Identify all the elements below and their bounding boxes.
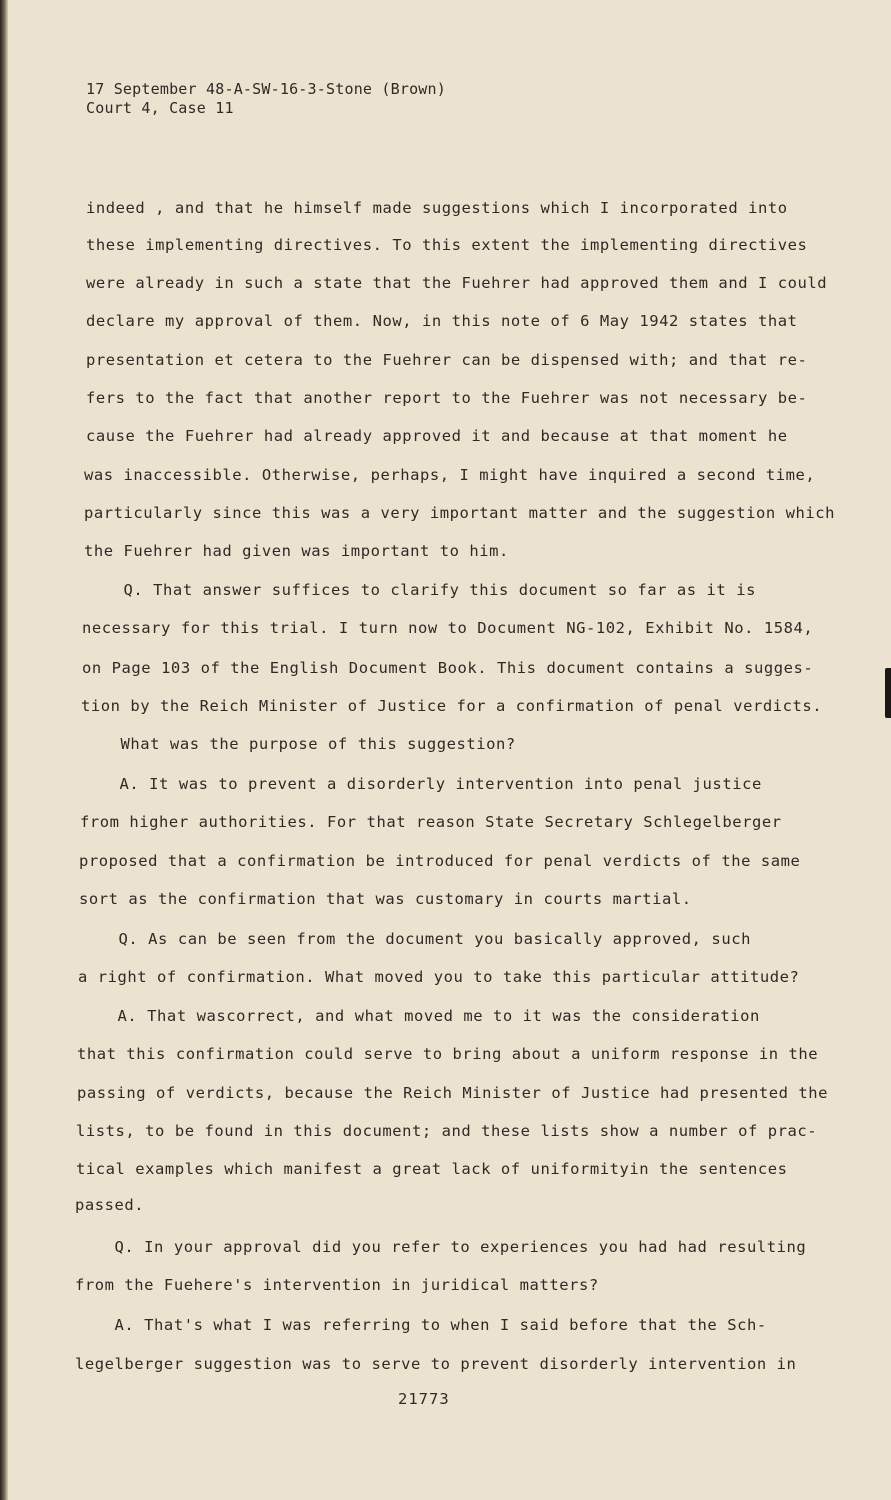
text-line: Q. That answer suffices to clarify this document so far as it is [84, 581, 756, 599]
text-line: cause the Fuehrer had already approved it and because at that moment he [86, 427, 788, 445]
text-line: tion by the Reich Minister of Justice for a confirmation of penal verdicts. [81, 697, 823, 715]
text-line: sort as the confirmation that was customary in courts martial. [79, 890, 692, 908]
text-line: What was the purpose of this suggestion? [81, 735, 516, 753]
text-line: was inaccessible. Otherwise, perhaps, I might have inquired a second time, [84, 466, 816, 484]
text-line: particularly since this was a very important matter and the suggestion which [84, 504, 836, 522]
text-line: the Fuehrer had given was important to him. [84, 542, 509, 560]
header-date-reference: 17 September 48-A-SW-16-3-Stone (Brown) [86, 80, 446, 98]
text-line: that this confirmation could serve to bring about a uniform response in the [77, 1045, 819, 1063]
text-line: presentation et cetera to the Fuehrer can be dispensed with; and that re- [86, 351, 808, 369]
text-line: on Page 103 of the English Document Book. This document contains a sugges- [82, 659, 814, 677]
text-line: were already in such a state that the Fuehrer had approved them and I could [86, 274, 828, 292]
text-line: a right of confirmation. What moved you to take this particular attitude? [78, 968, 800, 986]
text-line: fers to the fact that another report to the Fuehrer was not necessary be- [86, 389, 808, 407]
text-line: these implementing directives. To this extent the implementing directives [86, 236, 808, 254]
text-line: from the Fuehere's intervention in juridical matters? [75, 1276, 599, 1294]
page-number: 21773 [398, 1390, 450, 1408]
text-line: A. That wascorrect, and what moved me to it was the consideration [78, 1007, 760, 1025]
text-line: from higher authorities. For that reason State Secretary Schlegelberger [80, 813, 782, 831]
text-line: necessary for this trial. I turn now to Document NG-102, Exhibit No. 1584, [82, 619, 814, 637]
text-line: tical examples which manifest a great lack of uniformityin the sentences [76, 1160, 788, 1178]
text-line: passed. [75, 1196, 145, 1214]
header-court-case: Court 4, Case 11 [86, 99, 234, 117]
text-line: lists, to be found in this document; and these lists show a number of prac- [76, 1122, 818, 1140]
document-header [86, 80, 446, 118]
text-line: proposed that a confirmation be introduced for penal verdicts of the same [79, 852, 801, 870]
text-line: indeed , and that he himself made suggestions which I incorporated into [86, 199, 788, 217]
text-line: A. That's what I was referring to when I said before that the Sch- [75, 1316, 767, 1334]
text-line: passing of verdicts, because the Reich Minister of Justice had presented the [77, 1084, 829, 1102]
page-edge-mark [885, 668, 891, 718]
text-line: declare my approval of them. Now, in this note of 6 May 1942 states that [86, 312, 798, 330]
text-line: Q. As can be seen from the document you basically approved, such [79, 930, 751, 948]
page-binding-edge [0, 0, 8, 1500]
text-line: legelberger suggestion was to serve to prevent disorderly intervention in [75, 1355, 797, 1373]
text-line: A. It was to prevent a disorderly intervention into penal justice [80, 775, 762, 793]
text-line: Q. In your approval did you refer to experiences you had had resulting [75, 1238, 807, 1256]
